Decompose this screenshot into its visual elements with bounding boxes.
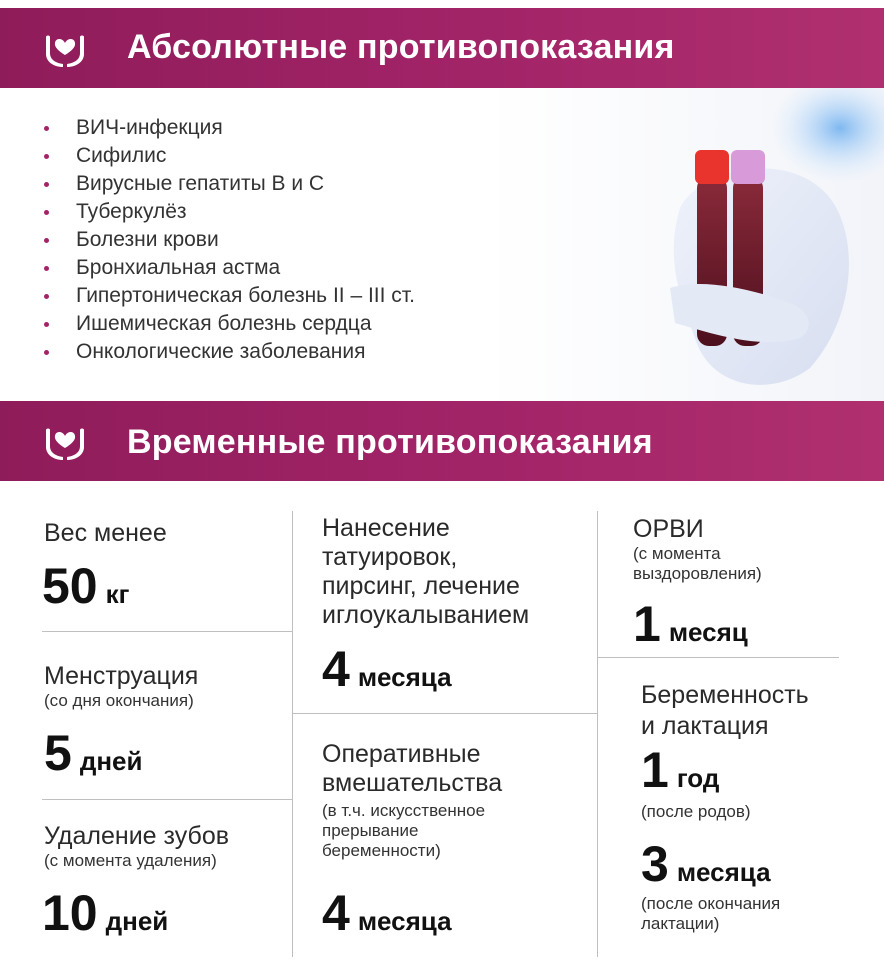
tattoo-label: Нанесение татуировок, пирсинг, лечение иглоукалыванием [322,514,530,629]
bullet-dot-icon [44,210,49,215]
tattoo-value: 4 месяца [322,641,452,697]
bullet-dot-icon [44,294,49,299]
list-item: Сифилис [42,142,415,170]
list-item: Бронхиальная астма [42,254,415,282]
list-item: Ишемическая болезнь сердца [42,310,415,338]
weight-value: 50 кг [42,558,130,614]
column-divider [292,511,293,957]
orvi-value: 1 месяц [633,596,748,652]
absolute-contraindications-list [42,114,415,366]
banner-title: Временные противопоказания [127,423,653,461]
bullet-dot-icon [44,238,49,243]
list-item: Болезни крови [42,226,415,254]
surgery-note: (в т.ч. искусственное прерывание беременности) [322,801,486,860]
list-item: ВИЧ-инфекция [42,114,415,142]
absolute-contraindications-banner [0,8,884,88]
menstruation-label: Менструация [44,662,199,690]
pregnancy-birth-note: (после родов) [641,802,751,821]
tooth-extraction-label: Удаление зубов [44,822,229,850]
list-item: Гипертоническая болезнь II – III ст. [42,282,415,310]
orvi-note: (с момента выздоровления) [633,544,762,583]
heart-hands-logo-icon [42,422,88,462]
absolute-section [0,88,884,401]
row-divider [597,657,839,658]
bullet-dot-icon [44,350,49,355]
bullet-dot-icon [44,126,49,131]
weight-label: Вес менее [44,519,167,547]
list-item: Вирусные гепатиты В и С [42,170,415,198]
pregnancy-birth-value: 1 год [641,742,720,798]
row-divider [292,713,597,714]
lactation-value: 3 месяца [641,836,771,892]
bullet-dot-icon [44,266,49,271]
lactation-note: (после окончания лактации) [641,894,781,933]
row-divider [42,799,292,800]
column-divider [597,511,598,957]
row-divider [42,631,292,632]
pregnancy-label: Беременность и лактация [641,681,809,740]
orvi-label: ОРВИ [633,515,704,543]
list-item: Туберкулёз [42,198,415,226]
temporary-contraindications-grid [0,481,884,966]
bullet-dot-icon [44,322,49,327]
list-item: Онкологические заболевания [42,338,415,366]
surgery-label: Оперативные вмешательства [322,740,503,797]
surgery-value: 4 месяца [322,885,452,941]
temporary-contraindications-banner [0,401,884,481]
menstruation-note: (со дня окончания) [44,691,194,710]
heart-hands-logo-icon [42,29,88,69]
tooth-extraction-note: (с момента удаления) [44,851,217,870]
tooth-extraction-value: 10 дней [42,885,169,941]
menstruation-value: 5 дней [44,725,143,781]
blood-test-tubes-illustration [640,88,884,401]
bullet-dot-icon [44,154,49,159]
banner-title: Абсолютные противопоказания [127,28,675,66]
bullet-dot-icon [44,182,49,187]
